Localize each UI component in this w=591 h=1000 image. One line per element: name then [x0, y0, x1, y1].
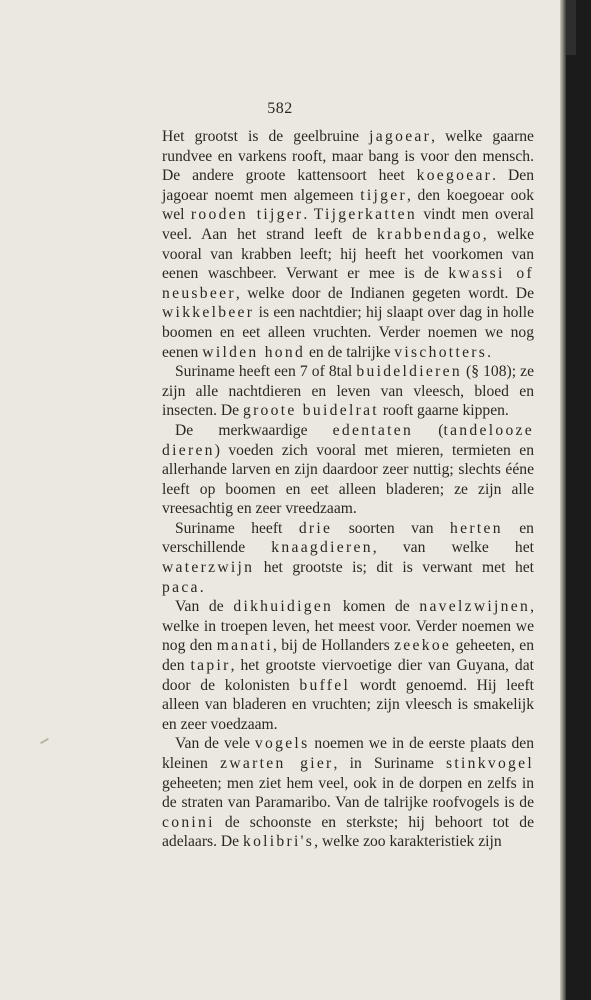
spaced-term: koegoear [416, 167, 493, 185]
text-run: , welke zoo karakteristiek zijn [314, 833, 502, 851]
spaced-term: jagoear [369, 128, 432, 145]
text-run: Van de [175, 598, 234, 616]
spaced-term: manati [216, 637, 273, 655]
text-run: , in Suriname [333, 755, 447, 772]
text-run: De merkwaardige [175, 421, 333, 439]
spaced-term: kolibri's [242, 833, 315, 851]
text-run: (§ 108); ze zijn alle nachtdieren en leven van vleesch, bloed en insecten. De [162, 363, 534, 420]
text-run: , van welke het [372, 539, 534, 557]
text-run: . [199, 578, 204, 596]
spaced-term: navelzwijnen [419, 598, 531, 616]
text-run: , het grootste viervoetige dier van Guyana, dat door de kolonisten [162, 657, 534, 694]
text-run: , welke in troepen leven, het meest voor. Verder noemen we nog den [162, 598, 534, 655]
scan-background-strip [560, 0, 591, 1000]
page-number: 582 [267, 100, 293, 117]
text-run: Het grootst is de geelbruine [162, 128, 370, 145]
text-run: ( [413, 421, 444, 439]
text-run: , welke vooral van krabben leeft; hij heeft het voorkomen van eenen waschbeer. Verwant er mee is de [162, 225, 534, 283]
text-run: , welke door de Indianen gegeten wordt. De [235, 284, 534, 302]
spaced-term: kwassi of neusbeer [162, 265, 534, 302]
text-run: de schoonste en sterkste; hij behoort tot de adelaars. De [162, 813, 534, 851]
spaced-term: wilden hond [202, 343, 306, 361]
spaced-term: vogels [254, 735, 310, 753]
text-run: Suriname heeft een 7 of 8tal [175, 363, 357, 381]
spaced-term: stinkvogel [446, 755, 534, 772]
spaced-term: tijger [360, 186, 407, 204]
spaced-term: zeekoe [394, 637, 452, 655]
text-run: het grootste is; dit is verwant met het [254, 559, 534, 577]
spaced-term: waterzwijn [162, 559, 255, 577]
pencil-mark [40, 738, 49, 744]
text-run: , den koegoear ook wel [162, 186, 534, 224]
spaced-term: wikkelbeer [162, 304, 255, 322]
text-run: Van de vele [175, 735, 255, 753]
text-run: en de talrijke [305, 343, 395, 361]
text-run: ) voeden zich vooral met mieren, termieten en allerhande larven en zijn daardoor zeer nuttig; slechts ééne leeft op boomen en eet alleen bladeren; ze zijn alle vreesachtig en zeer vreedzaam. [162, 441, 534, 518]
paragraph [162, 734, 534, 852]
spaced-term: zwarten gier [220, 755, 334, 772]
spaced-term: edentaten [332, 421, 414, 439]
paragraph [162, 519, 534, 597]
text-run: en verschillende [162, 519, 534, 557]
spaced-term: herten [450, 519, 503, 537]
text-run: . [303, 206, 314, 224]
text-run: soorten van [332, 519, 451, 537]
text-run: is een nachtdier; hij slaapt over dag in holle boomen en eet alleen vruchten. Verder noemen we nog eenen [162, 304, 534, 361]
text-run: , welke gaarne rundvee en varkens rooft, maar bang is voor den mensch. De andere groote kattensoort heet [162, 128, 534, 185]
paragraph [162, 362, 534, 421]
paragraph [162, 597, 534, 734]
paragraph [162, 421, 534, 519]
spaced-term: buffel [299, 676, 351, 694]
spaced-term: buideldieren [356, 363, 462, 381]
paragraph [162, 127, 534, 362]
text-run: geheeten; men ziet hem veel, ook in de dorpen en zelfs in de straten van Paramaribo. Van de talrijke roofvogels is de [162, 774, 534, 812]
text-run: , bij de Hollanders [272, 637, 395, 655]
spaced-term: tapir [190, 657, 231, 675]
text-run: noemen we in de eerste plaats den kleinen [162, 735, 534, 772]
text-run: vindt men overal veel. Aan het strand leeft de [162, 206, 534, 243]
text-run: wordt genoemd. Hij leeft alleen van bladeren en vruchten; zijn vleesch is smakelijk en zeer voedzaam. [162, 676, 534, 733]
spaced-term: paca [162, 578, 200, 596]
spaced-term: vischotters [394, 343, 488, 361]
scan-edge-mark [566, 0, 576, 55]
text-run: . [487, 343, 492, 361]
spaced-term: groote buidelrat [242, 402, 379, 420]
spaced-term: conini [162, 813, 215, 831]
text-run: geheeten, en den [162, 637, 535, 675]
spaced-term: knaagdieren [271, 539, 373, 557]
body-text [162, 127, 534, 852]
spaced-term: tandelooze dieren [162, 421, 534, 459]
text-run: Suriname heeft [175, 519, 299, 537]
spaced-term: drie [298, 519, 333, 537]
text-run: rooft gaarne kippen. [378, 402, 509, 420]
spaced-term: Tijgerkatten [313, 206, 417, 224]
text-run: komen de [333, 598, 420, 616]
text-run: . Den jagoear noemt men algemeen [162, 167, 534, 204]
page-edge-shadow [560, 0, 566, 1000]
spaced-term: dikhuidigen [233, 598, 334, 616]
spaced-term: rooden tijger [190, 206, 304, 224]
spaced-term: krabbendago [376, 225, 483, 243]
